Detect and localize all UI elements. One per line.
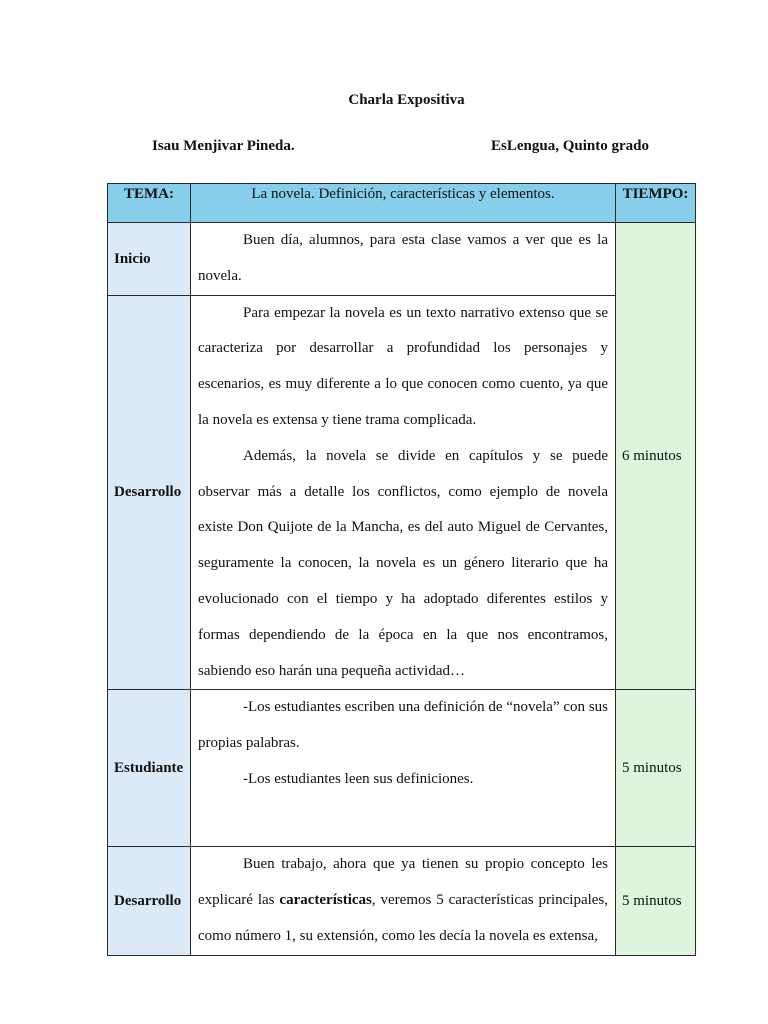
time-cell-2: 5 minutos — [616, 690, 696, 847]
table-row — [108, 690, 696, 847]
row-label-inicio: Inicio — [108, 223, 191, 296]
paragraph: -Los estudiantes escriben una definición de “novela” con sus propias palabras. — [198, 699, 608, 752]
text-run: , veremos 5 características principales, como número 1, su extensión, como les decía la novela es extensa, — [198, 892, 609, 944]
row-label-desarrollo-2: Desarrollo — [108, 847, 191, 955]
header-topic: La novela. Definición, características y elementos. — [191, 184, 616, 223]
estudiante-label-text: Estudiante — [114, 760, 184, 777]
lesson-plan-table — [107, 183, 696, 956]
row-content-estudiante — [191, 690, 616, 847]
time-cell-1: 6 minutos — [616, 223, 696, 690]
row-label-desarrollo-1: Desarrollo — [108, 295, 191, 690]
paragraph: Para empezar la novela es un texto narrativo extenso que se caracteriza por desarrollar a profundidad los personajes y escenarios, es muy diferente a lo que conocen como cuento, ya que la novela es extensa y tiene trama complicada. — [198, 304, 608, 428]
time-cell-3: 5 minutos — [616, 847, 696, 955]
table-row — [108, 223, 696, 296]
bold-text-run: características — [279, 892, 372, 909]
paragraph — [198, 847, 608, 954]
header-tiempo: TIEMPO: — [616, 184, 696, 223]
document-title: Charla Expositiva — [348, 92, 465, 108]
paragraph: Además, la novela se divide en capítulos y se puede observar más a detalle los conflictos, como ejemplo de novela existe Don Quijote de la Mancha, es del auto Miguel de Cervantes, seguramente la conocen, la novela es un género literario que ha evolucionado con el tiempo y ha adoptado diferentes estilos y formas dependiendo de la época en la que nos encontramos, sabiendo eso harán una pequeña actividad… — [198, 447, 608, 679]
paragraph: Buen día, alumnos, para esta clase vamos a ver que es la novela. — [198, 232, 608, 284]
row-content-inicio — [191, 223, 616, 296]
author-name: Isau Menjivar Pineda. — [152, 138, 295, 154]
row-content-desarrollo-2 — [191, 847, 616, 955]
paragraph: -Los estudiantes leen sus definiciones. — [243, 770, 474, 787]
table-row — [108, 847, 696, 955]
table-row — [108, 295, 696, 690]
subject-grade: EsLengua, Quinto grado — [491, 138, 649, 154]
row-label-estudiante — [108, 690, 191, 847]
text-run: Buen trabajo, ahora que ya tienen su propio concepto les explicaré las — [198, 856, 608, 909]
row-content-desarrollo-1 — [191, 295, 616, 690]
header-tema: TEMA: — [108, 184, 191, 223]
table-header-row — [108, 184, 696, 223]
